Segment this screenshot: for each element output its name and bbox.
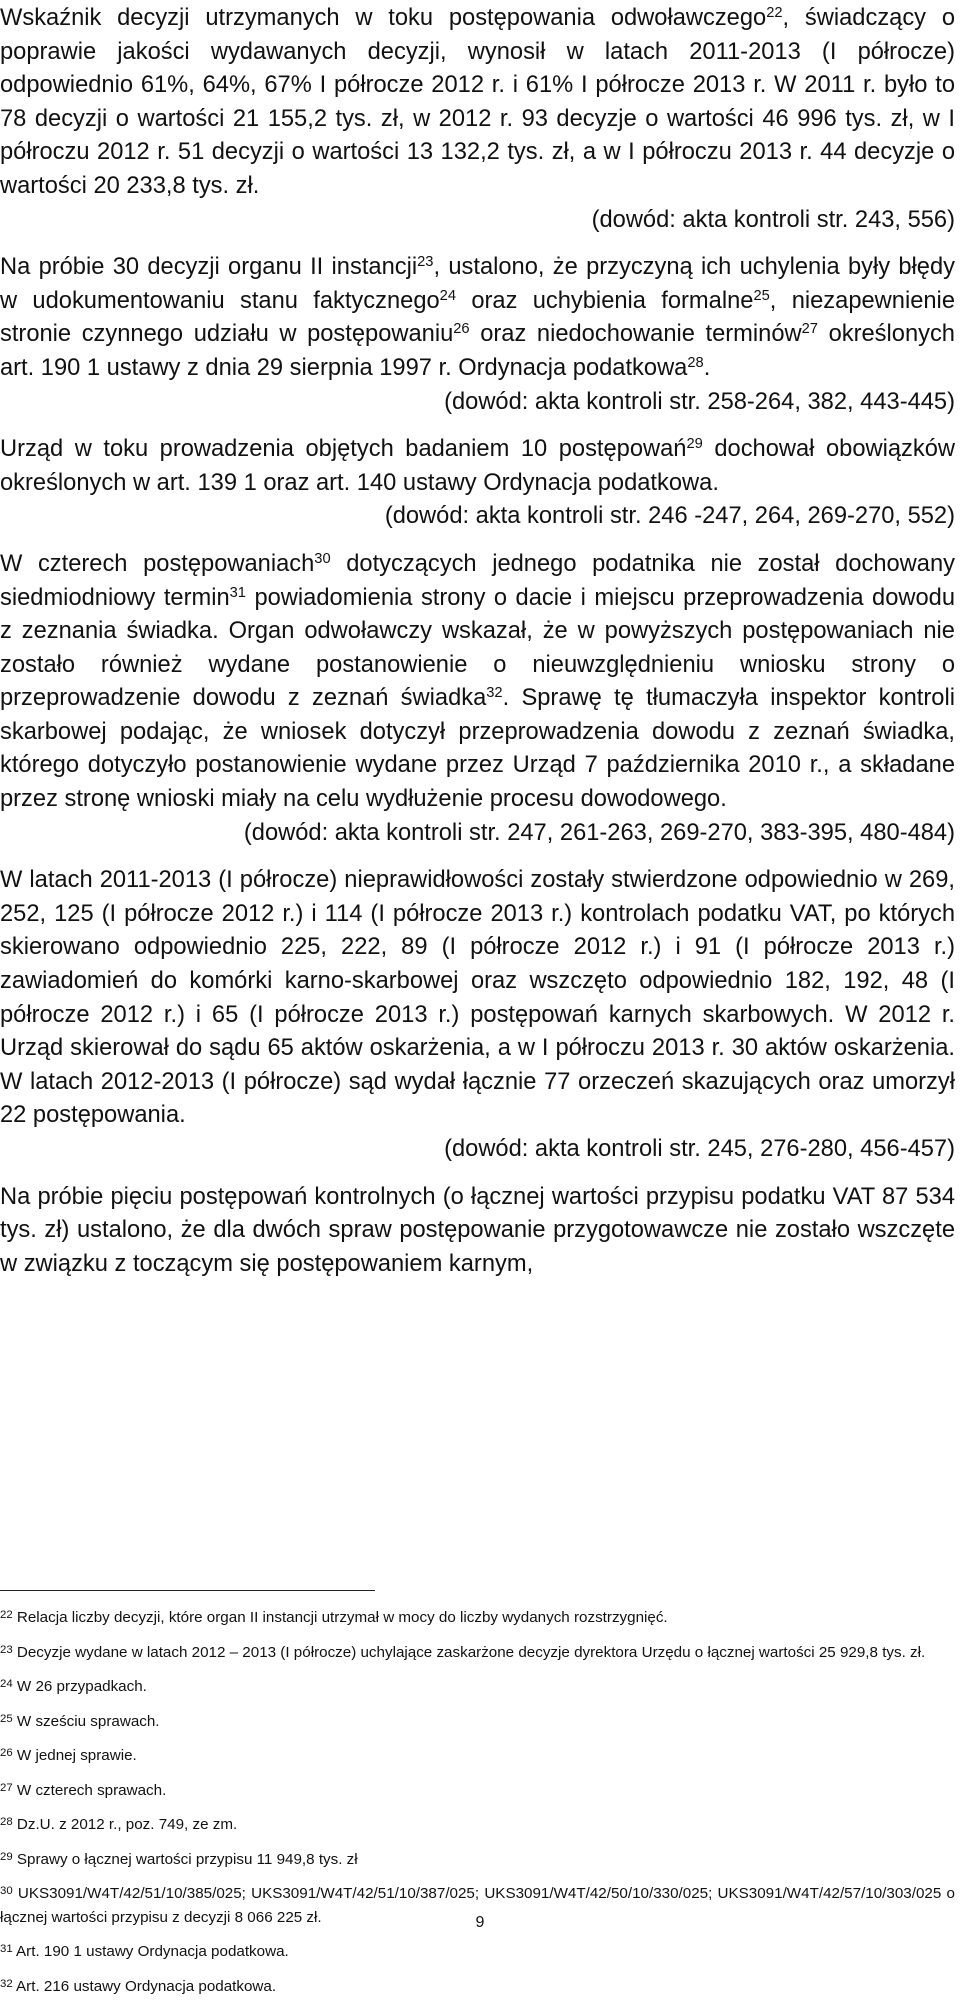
footnote [0,1641,955,1665]
evidence-reference: (dowód: akta kontroli str. 247, 261-263, 269-270, 383-395, 480-484) [243,819,955,846]
footnote [0,1940,955,1964]
paragraph-text: dotyczących jednego podatnika nie został dochowany siedmiodniowy termin [0,550,955,611]
footnote-ref: 28 [687,354,704,371]
paragraph-text: . Sprawę tę tłumaczyła inspektor kontroli skarbowej podając, że wniosek dotyczył przeprowadzenia dowodu z zeznań świadka, którego dotyczyło postanowienie wydane przez Urząd 7 października 2010 r., a składane przez stronę wnioski miały na celu wydłużenie procesu dowodowego. [0,685,955,813]
main-text [0,2,955,1281]
footnote-text: Art. 190 1 ustawy Ordynacja podatkowa. [12,1943,289,1960]
footnote-text: UKS3091/W4T/42/51/10/385/025; UKS3091/W4T/42/51/10/387/025; UKS3091/W4T/42/50/10/330/025; UKS3091/W4T/42/57/10/303/025 o łącznej wartości przypisu z decyzji 8 066 225 zł. [0,1885,955,1926]
paragraph-text: Na próbie pięciu postępowań kontrolnych (o łącznej wartości przypisu podatku VAT 87 534 tys. zł) ustalono, że dla dwóch spraw postępowanie przygotowawcze nie zostało wszczęte w związku z toczącym się postępowaniem karnym, [0,1183,955,1277]
footnote-text: W 26 przypadkach. [12,1678,147,1695]
evidence-reference: (dowód: akta kontroli str. 258-264, 382, 443-445) [444,388,955,415]
footnote-ref: 26 [453,321,470,338]
paragraph [0,251,955,385]
evidence-reference: (dowód: akta kontroli str. 243, 556) [591,206,955,233]
footnote-number: 32 [0,1977,13,1990]
footnote-ref: 23 [417,254,434,271]
footnote-separator [0,1590,375,1591]
paragraph-text: określonych art. 190 1 ustawy z dnia 29 sierpnia 1997 r. Ordynacja podatkowa [0,321,955,381]
footnote-number: 26 [0,1747,13,1760]
footnote [0,1675,955,1699]
footnote-ref: 29 [686,436,703,453]
footnote-text: W sześciu sprawach. [12,1712,160,1730]
paragraph-text: oraz niedochowanie terminów [469,321,802,348]
footnote [0,1744,955,1768]
footnote-number: 31 [0,1943,13,1956]
paragraph-text: Wskaźnik decyzji utrzymanych w toku postępowania odwoławczego [0,5,767,31]
paragraph-text: Na próbie 30 decyzji organu II instancji [0,254,418,281]
footnote-text: Decyzje wydane w latach 2012 – 2013 (I półrocze) uchylające zaskarżone decyzje dyrektora Urzędu o łącznej wartości 25 929,8 tys. zł. [12,1643,926,1661]
paragraph-text: Urząd w toku prowadzenia objętych badaniem 10 postępowań [0,436,687,463]
footnote-number: 22 [0,1609,13,1622]
footnote-number: 28 [0,1816,13,1829]
evidence-reference: (dowód: akta kontroli str. 246 -247, 264, 269-270, 552) [384,503,955,530]
footnote-ref: 24 [439,287,457,304]
footnote-number: 25 [0,1712,13,1725]
page-number: 9 [475,1914,485,1931]
footnote [0,1975,955,1999]
footnote-ref: 22 [766,4,783,21]
paragraph-text: , ustalono, że przyczyną ich uchylenia były błędy w udokumentowaniu stanu faktycznego [0,254,955,314]
evidence-reference: (dowód: akta kontroli str. 245, 276-280, 456-457) [444,1136,955,1162]
footnote-number: 29 [0,1850,13,1863]
footnote-number: 30 [0,1885,13,1898]
paragraph-text: W czterech postępowaniach [0,550,315,577]
paragraph [0,2,955,204]
footnote-number: 23 [0,1643,13,1656]
footnote-ref: 27 [801,321,818,338]
footnotes [0,1606,955,2009]
footnote-ref: 30 [314,550,331,567]
paragraph-text: , świadczący o poprawie jakości wydawanych decyzji, wynosił w latach 2011-2013 (I półrocze) odpowiednio 61%, 64%, 67% I półrocze 2012 r. i 61% I półrocze 2013 r. W 2011 r. było to 78 decyzji o wartości 21 155,2 tys. zł, w 2012 r. 93 decyzje o wartości 46 996 tys. zł, w I półroczu 2012 r. 51 decyzji o wartości 13 132,2 tys. zł, a w I półroczu 2013 r. 44 decyzje o wartości 20 233,8 tys. zł. [0,5,955,199]
footnote-text: W czterech sprawach. [12,1781,167,1799]
footnote-ref: 32 [486,685,503,702]
paragraph-text: . [703,354,711,381]
footnote [0,1848,955,1872]
paragraph-text: powiadomienia strony o dacie i miejscu przeprowadzenia dowodu z zeznania świadka. Organ odwoławczy wskazał, że w powyższych postępowaniach nie zostało również wydane postanowienie o nieuwzględnieniu wniosku strony o przeprowadzenie dowodu z zeznań świadka [0,584,955,712]
paragraph-text: dochował obowiązków określonych w art. 139 1 oraz art. 140 ustawy Ordynacja podatkowa. [0,436,956,496]
footnote-text: Sprawy o łącznej wartości przypisu 11 949,8 tys. zł [12,1850,358,1868]
footnote-ref: 25 [753,287,770,304]
footnote [0,1606,955,1630]
footnote [0,1779,955,1803]
footnote-text: W jednej sprawie. [12,1747,137,1764]
paragraph [0,864,955,1133]
footnote-text: Relacja liczby decyzji, które organ II instancji utrzymał w mocy do liczby wydanych rozstrzygnięć. [12,1609,668,1626]
footnote-number: 27 [0,1781,13,1794]
paragraph [0,433,955,500]
footnote [0,1710,955,1734]
paragraph [0,548,955,817]
paragraph [0,1181,955,1282]
footnote-ref: 31 [229,584,246,601]
paragraph-text: W latach 2011-2013 (I półrocze) nieprawidłowości zostały stwierdzone odpowiednio w 269, 252, 125 (I półrocze 2012 r.) i 114 (I półrocze 2013 r.) kontrolach podatku VAT, po których skierowano odpowiednio 225, 222, 89 (I półrocze 2012 r.) i 91 (I półrocze 2013 r.) zawiadomień do komórki karno-skarbowej oraz wszczęto odpowiednio 182, 192, 48 (I półrocze 2012 r.) i 65 (I półrocze 2013 r.) postępowań karnych skarbowych. W 2012 r. Urząd skierował do sądu 65 aktów oskarżenia, a w I półroczu 2013 r. 30 aktów oskarżenia. W latach 2012-2013 (I półrocze) sąd wydał łącznie 77 orzeczeń skazujących oraz umorzył 22 postępowania. [0,867,955,1129]
footnote [0,1813,955,1837]
footnote-text: Dz.U. z 2012 r., poz. 749, ze zm. [12,1816,238,1833]
paragraph-text: , niezapewnienie stronie czynnego udziału w postępowaniu [0,287,955,348]
footnote-text: Art. 216 ustawy Ordynacja podatkowa. [12,1977,277,1995]
paragraph-text: oraz uchybienia formalne [456,287,754,314]
footnote-number: 24 [0,1678,13,1691]
